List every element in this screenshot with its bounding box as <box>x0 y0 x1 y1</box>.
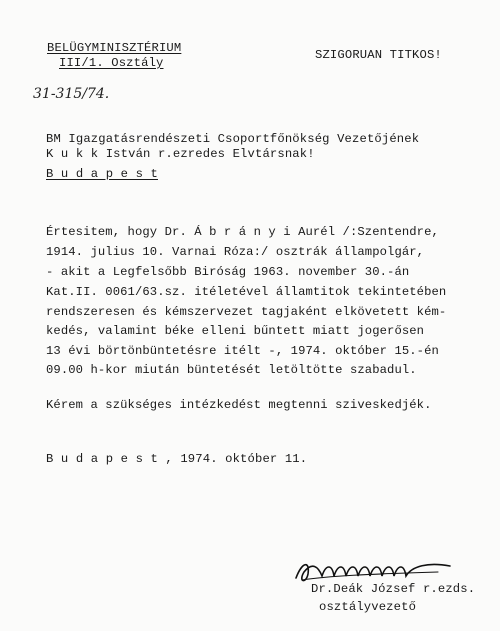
classification-mark: SZIGORUAN TITKOS! <box>315 48 442 62</box>
signatory-title: osztályvezető <box>319 600 417 614</box>
body-line: 13 évi börtönbüntetésre itélt -, 1974. október 15.-én <box>46 344 439 358</box>
place-date: B u d a p e s t , 1974. október 11. <box>46 452 308 466</box>
addressee-city: B u d a p e s t <box>46 167 158 181</box>
body-line: 09.00 h-kor miután büntetését letöltötte szabadul. <box>46 363 417 377</box>
department-name: III/1. Osztály <box>59 56 164 70</box>
addressee-line-2: K u k k István r.ezredes Elvtársnak! <box>46 147 315 161</box>
signatory-name: Dr.Deák József r.ezds. <box>311 582 476 596</box>
body-line: kedés, valamint béke elleni bűntett miatt jogerősen <box>46 324 425 338</box>
body-line: 1914. julius 10. Varnai Róza:/ osztrák állampolgár, <box>46 245 425 259</box>
file-number: 31-315/74. <box>33 86 110 102</box>
addressee-line-1: BM Igazgatásrendészeti Csoportfőnökség Vezetőjének <box>46 132 420 146</box>
ministry-name: BELÜGYMINISZTÉRIUM <box>47 41 182 55</box>
body-line: Értesitem, hogy Dr. Á b r á n y i Aurél /:Szentendre, <box>46 225 439 239</box>
body-line: - akit a Legfelsőbb Biróság 1963. november 30.-án <box>46 265 410 279</box>
body-line: Kat.II. 0061/63.sz. itéletével államtitok tekintetében <box>46 285 447 299</box>
request-line: Kérem a szükséges intézkedést megtenni sziveskedjék. <box>46 398 432 412</box>
body-line: rendszeresen és kémszervezet tagjaként elkövetett kém- <box>46 305 447 319</box>
